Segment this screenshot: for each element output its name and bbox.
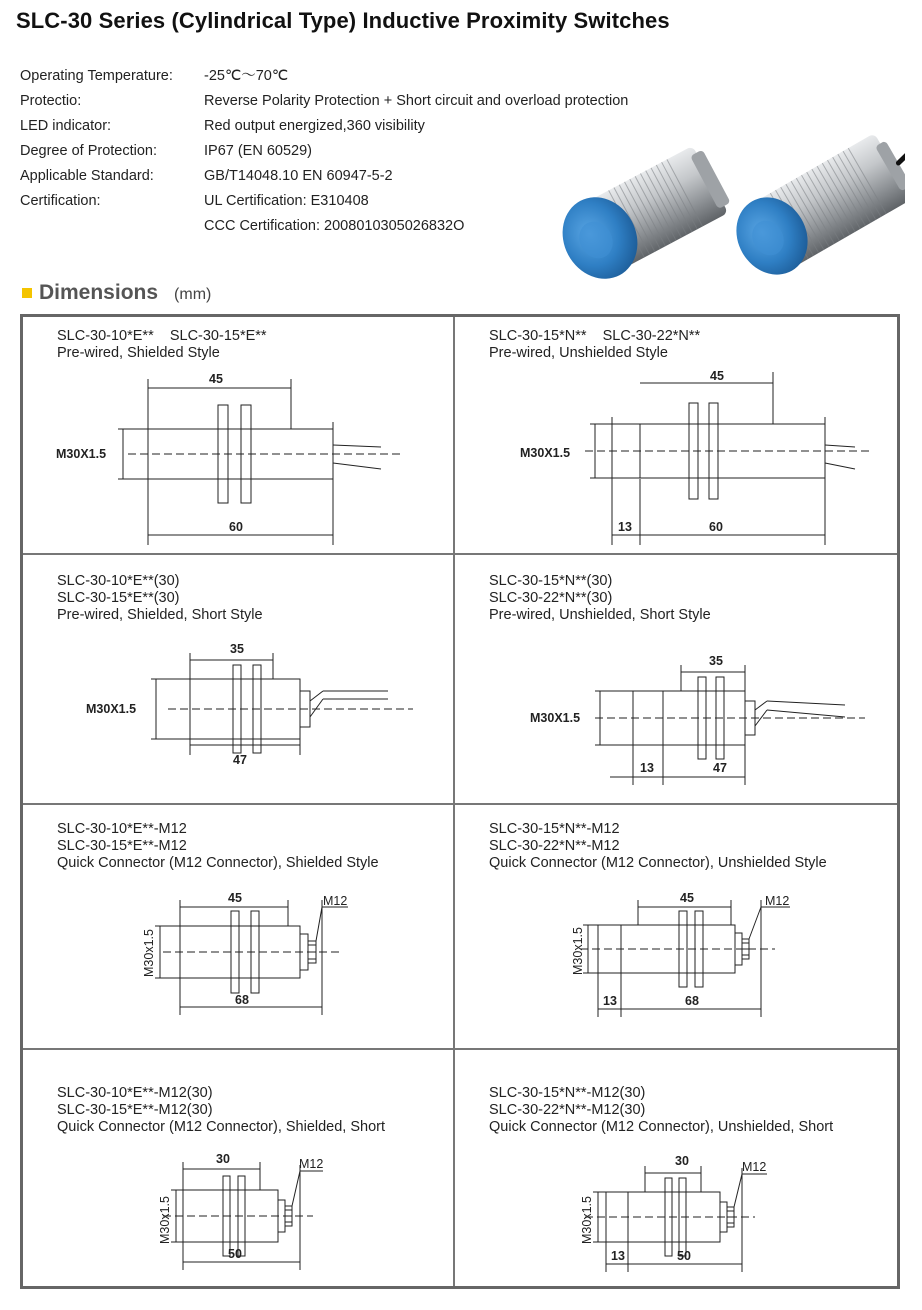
dimensions-grid [20, 314, 900, 1289]
spec-row [20, 164, 628, 189]
dimension-label-top: 45 [209, 372, 223, 386]
dimension-label-bottom: 60 [229, 520, 243, 534]
dimension-drawing [23, 805, 453, 1048]
model-line-2: SLC-30-15*E**-M12(30) [57, 1102, 213, 1118]
dimension-cell [455, 1050, 897, 1286]
dimension-label-bottom: 68 [235, 993, 249, 1007]
connector-label: M12 [299, 1157, 324, 1171]
model-line-3: Pre-wired, Unshielded, Short Style [489, 607, 711, 623]
dimension-cell [455, 317, 897, 553]
model-line-1: SLC-30-15*N**(30) [489, 573, 613, 589]
offset-label: 13 [640, 761, 654, 775]
model-line-2: SLC-30-22*N**-M12(30) [489, 1102, 646, 1118]
dimension-label-bottom: 60 [709, 520, 723, 534]
spec-label: Degree of Protection: [20, 143, 158, 159]
dimension-label-bottom: 68 [685, 994, 699, 1008]
dimensions-title: Dimensions [39, 281, 159, 304]
dimension-label-top: 30 [216, 1152, 230, 1166]
spec-row [20, 64, 628, 89]
dimension-label-top: 45 [710, 369, 724, 383]
dimension-label-bottom: 50 [228, 1247, 242, 1261]
page-title: SLC-30 Series (Cylindrical Type) Inductive Proximity Switches [16, 8, 670, 33]
thread-label: M30x1.5 [158, 1196, 172, 1244]
model-line-3: Quick Connector (M12 Connector), Shielded Style [57, 855, 379, 871]
dimension-label-top: 35 [230, 642, 244, 656]
model-line-1: SLC-30-15*N**-M12(30) [489, 1085, 646, 1101]
spec-value: -25℃～70℃ [204, 68, 289, 84]
dimensions-unit: (mm) [174, 286, 212, 303]
thread-label: M30x1.5 [571, 927, 585, 975]
model-line-3: Pre-wired, Shielded, Short Style [57, 607, 263, 623]
model-line-2: SLC-30-22*N**-M12 [489, 838, 620, 854]
dimension-label-bottom: 50 [677, 1249, 691, 1263]
dimension-cell [23, 1050, 453, 1286]
spec-row [20, 89, 628, 114]
spec-label: Operating Temperature: [20, 68, 173, 84]
product-photo [560, 128, 905, 298]
model-line-1: SLC-30-10*E**-M12(30) [57, 1085, 213, 1101]
dimension-cell [455, 805, 897, 1048]
sensor-left-image [560, 142, 734, 292]
offset-label: 13 [618, 520, 632, 534]
dimension-label-bottom: 47 [233, 753, 247, 767]
connector-label: M12 [765, 894, 790, 908]
dimension-drawing [455, 1050, 897, 1286]
spec-row [20, 114, 628, 139]
model-line-1: SLC-30-15*N**-M12 [489, 821, 620, 837]
model-line-2: SLC-30-15*E**(30) [57, 590, 180, 606]
dimension-drawing [23, 1050, 453, 1286]
thread-label: M30X1.5 [86, 702, 137, 716]
dimension-cell [23, 805, 453, 1048]
dimension-drawing [23, 317, 453, 553]
thread-label: M30X1.5 [530, 711, 581, 725]
spec-label: Certification: [20, 193, 101, 209]
model-line-3: Quick Connector (M12 Connector), Shielded, Short [57, 1119, 386, 1135]
dimension-label-top: 30 [675, 1154, 689, 1168]
dimension-label-top: 45 [228, 891, 242, 905]
sensor-right-image [723, 128, 905, 288]
dimension-label-bottom: 47 [713, 761, 727, 775]
specifications-list [20, 64, 628, 239]
thread-label: M30X1.5 [56, 447, 107, 461]
spec-value: UL Certification: E310408 [204, 193, 369, 209]
section-marker-icon [22, 288, 32, 298]
dimension-cell [23, 555, 453, 803]
model-line-1: SLC-30-10*E** SLC-30-15*E** [57, 328, 267, 344]
dimension-label-top: 35 [709, 654, 723, 668]
model-line-3: Quick Connector (M12 Connector), Unshielded Style [489, 855, 827, 871]
model-line-3: Quick Connector (M12 Connector), Unshielded, Short [489, 1119, 834, 1135]
spec-value: Reverse Polarity Protection + Short circuit and overload protection [204, 93, 629, 109]
dimension-cell [455, 555, 897, 803]
spec-row [20, 139, 628, 164]
model-line-1: SLC-30-10*E**-M12 [57, 821, 187, 837]
dimension-drawing [455, 317, 897, 553]
spec-value: CCC Certification: 2008010305026832O [204, 218, 465, 234]
thread-label: M30x1.5 [580, 1196, 594, 1244]
spec-value: GB/T14048.10 EN 60947-5-2 [204, 168, 393, 184]
thread-label: M30X1.5 [520, 446, 571, 460]
spec-value: IP67 (EN 60529) [204, 143, 313, 159]
dimensions-heading [22, 281, 211, 305]
spec-row [20, 189, 628, 214]
model-line-2: SLC-30-22*N**(30) [489, 590, 613, 606]
model-line-2: Pre-wired, Unshielded Style [489, 345, 668, 361]
spec-label: Protectio: [20, 93, 82, 109]
dimension-drawing [23, 555, 453, 803]
spec-value: Red output energized,360 visibility [204, 118, 425, 134]
model-line-2: Pre-wired, Shielded Style [57, 345, 220, 361]
spec-label: Applicable Standard: [20, 168, 154, 184]
model-line-1: SLC-30-10*E**(30) [57, 573, 180, 589]
dimension-label-top: 45 [680, 891, 694, 905]
dimension-drawing [455, 555, 897, 803]
model-line-2: SLC-30-15*E**-M12 [57, 838, 187, 854]
model-line-1: SLC-30-15*N** SLC-30-22*N** [489, 328, 701, 344]
spec-label [20, 214, 204, 239]
thread-label: M30x1.5 [142, 929, 156, 977]
offset-label: 13 [611, 1249, 625, 1263]
offset-label: 13 [603, 994, 617, 1008]
spec-row [20, 214, 628, 239]
connector-label: M12 [742, 1160, 767, 1174]
dimension-drawing [455, 805, 897, 1048]
spec-label: LED indicator: [20, 118, 112, 134]
dimension-cell [23, 317, 453, 553]
connector-label: M12 [323, 894, 348, 908]
